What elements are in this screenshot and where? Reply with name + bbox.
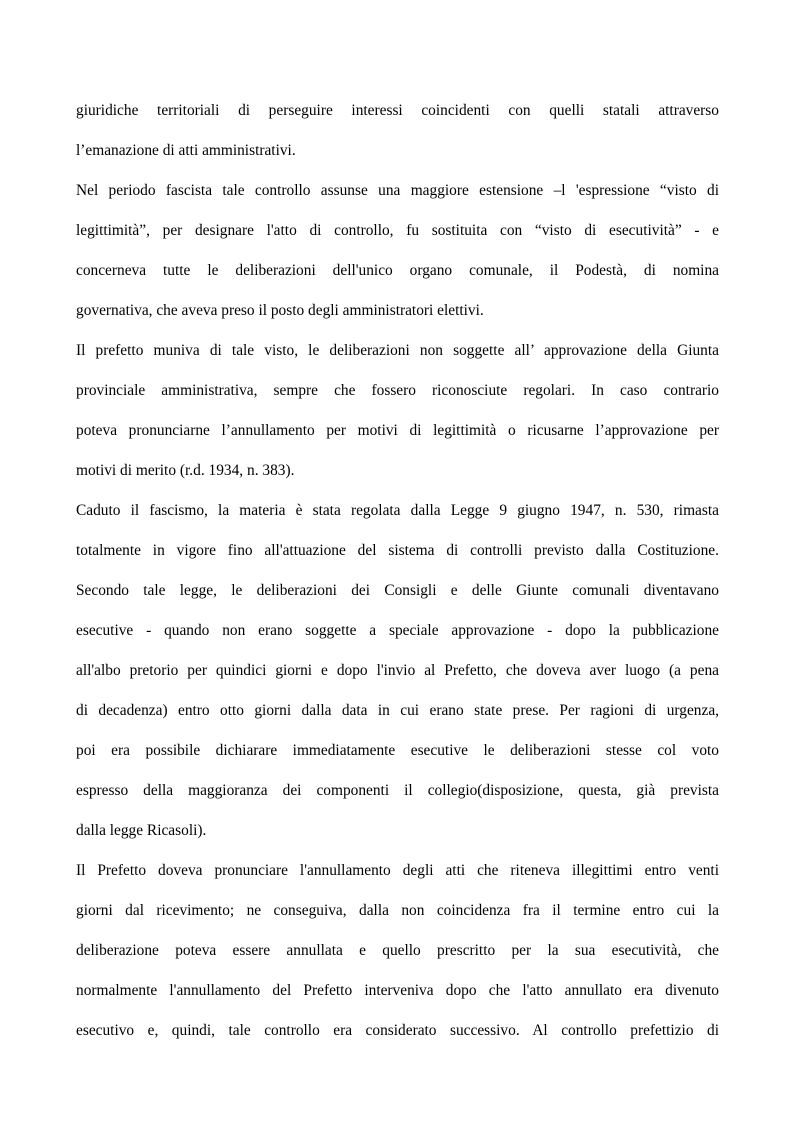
text-line: deliberazione poteva essere annullata e quello prescritto per la sua esecutività, che bbox=[76, 942, 719, 959]
text-line: legittimità”, per designare l'atto di controllo, fu sostituita con “visto di esecutività” - e bbox=[76, 222, 719, 239]
text-line: Il prefetto muniva di tale visto, le deliberazioni non soggette all’ approvazione della Giunta bbox=[76, 342, 719, 359]
text-line: Il Prefetto doveva pronunciare l'annullamento degli atti che riteneva illegittimi entro venti bbox=[76, 862, 719, 879]
text-line: Caduto il fascismo, la materia è stata regolata dalla Legge 9 giugno 1947, n. 530, rimasta bbox=[76, 502, 719, 519]
text-line: concerneva tutte le deliberazioni dell'unico organo comunale, il Podestà, di nomina bbox=[76, 262, 719, 279]
text-line: Nel periodo fascista tale controllo assunse una maggiore estensione –l 'espressione “visto di bbox=[76, 182, 719, 199]
text-line: governativa, che aveva preso il posto degli amministratori elettivi. bbox=[76, 302, 484, 319]
text-line: di decadenza) entro otto giorni dalla data in cui erano state prese. Per ragioni di urgenza, bbox=[76, 702, 719, 719]
text-line: all'albo pretorio per quindici giorni e dopo l'invio al Prefetto, che doveva aver luogo (a pena bbox=[76, 662, 719, 679]
text-line: dalla legge Ricasoli). bbox=[76, 822, 207, 839]
text-line: poi era possibile dichiarare immediatamente esecutive le deliberazioni stesse col voto bbox=[76, 742, 719, 759]
text-line: Secondo tale legge, le deliberazioni dei Consigli e delle Giunte comunali diventavano bbox=[76, 582, 719, 599]
text-line: espresso della maggioranza dei componenti il collegio(disposizione, questa, già prevista bbox=[76, 782, 719, 799]
text-line: l’emanazione di atti amministrativi. bbox=[76, 142, 296, 159]
text-line: poteva pronunciarne l’annullamento per motivi di legittimità o ricusarne l’approvazione per bbox=[76, 422, 719, 439]
text-line: normalmente l'annullamento del Prefetto interveniva dopo che l'atto annullato era divenuto bbox=[76, 982, 719, 999]
text-line: motivi di merito (r.d. 1934, n. 383). bbox=[76, 462, 295, 479]
text-line: esecutivo e, quindi, tale controllo era considerato successivo. Al controllo prefettizio di bbox=[76, 1022, 719, 1039]
text-line: giuridiche territoriali di perseguire interessi coincidenti con quelli statali attraverso bbox=[76, 102, 719, 119]
text-line: provinciale amministrativa, sempre che fossero riconosciute regolari. In caso contrario bbox=[76, 382, 719, 399]
text-line: giorni dal ricevimento; ne conseguiva, dalla non coincidenza fra il termine entro cui la bbox=[76, 902, 719, 919]
body-text bbox=[76, 91, 719, 1051]
text-line: totalmente in vigore fino all'attuazione del sistema di controlli previsto dalla Costituzione. bbox=[76, 542, 719, 559]
text-line: esecutive - quando non erano soggette a speciale approvazione - dopo la pubblicazione bbox=[76, 622, 719, 639]
